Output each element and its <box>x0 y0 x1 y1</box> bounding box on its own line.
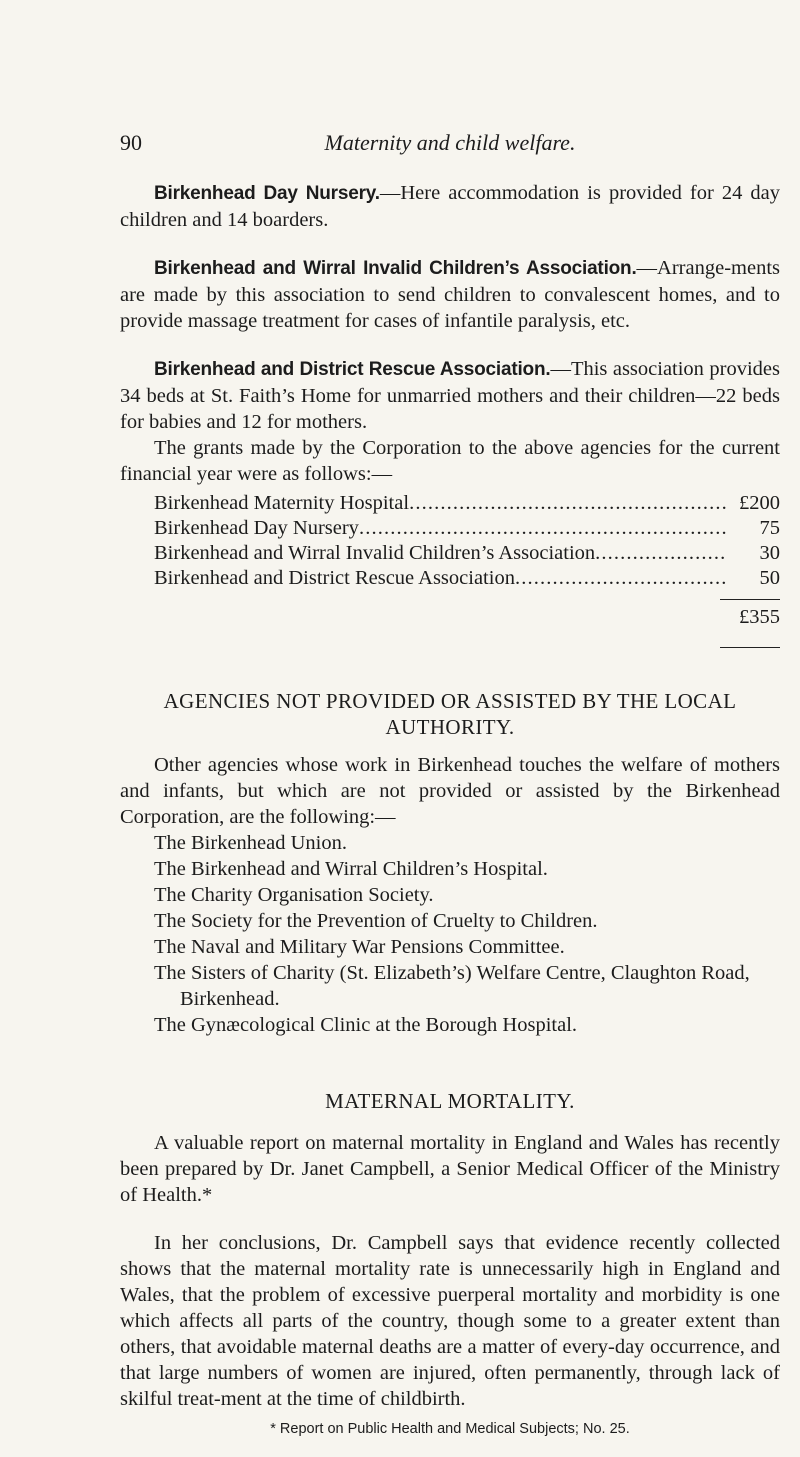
grant-row <box>154 566 780 591</box>
page-body <box>120 180 780 1442</box>
agency-list <box>154 830 780 1038</box>
agencies-heading-line1: AGENCIES NOT PROVIDED OR ASSISTED BY THE LOCAL <box>163 689 737 713</box>
dot-leader <box>595 541 726 566</box>
rescue-text: —This association provides 34 beds at St. Faith’s Home for unmarried mothers and their children—22 beds for babies and 12 for mothers. <box>120 358 780 433</box>
grant-row <box>154 541 780 566</box>
grant-amount: £200 <box>739 492 780 514</box>
invalid-children-text: —Arrange-ments are made by this association to send children to convalescent homes, and to provide massage treatment for cases of infantile paralysis, etc. <box>120 257 780 332</box>
grant-label: Birkenhead and District Rescue Association <box>154 567 515 589</box>
grant-label: Birkenhead Maternity Hospital <box>154 492 410 514</box>
invalid-children-paragraph <box>120 255 780 334</box>
dot-leader <box>359 516 726 541</box>
grant-label: Birkenhead Day Nursery <box>154 517 359 539</box>
grant-amount: 50 <box>759 567 780 589</box>
maternal-heading: MATERNAL MORTALITY. <box>325 1089 575 1113</box>
total-underline <box>720 629 780 648</box>
list-item: The Birkenhead Union. <box>154 832 347 854</box>
footnote: * Report on Public Health and Medical Subjects; No. 25. <box>270 1421 630 1437</box>
day-nursery-text: —Here accommodation is provided for 24 day children and 14 boarders. <box>120 182 780 231</box>
dot-leader <box>409 491 726 516</box>
invalid-children-heading: Birkenhead and Wirral Invalid Children’s Association. <box>154 258 637 279</box>
list-item: The Gynæcological Clinic at the Borough Hospital. <box>154 1014 578 1036</box>
list-item: The Birkenhead and Wirral Children’s Hospital. <box>154 858 548 880</box>
list-item: The Charity Organisation Society. <box>154 884 434 906</box>
grants-total-box <box>720 599 780 648</box>
page-number: 90 <box>120 130 142 155</box>
grant-label: Birkenhead and Wirral Invalid Children’s Association <box>154 542 596 564</box>
list-item: The Society for the Prevention of Cruelty to Children. <box>154 910 598 932</box>
grant-row <box>154 516 780 541</box>
page-header <box>120 130 780 160</box>
rescue-heading: Birkenhead and District Rescue Association. <box>154 359 551 380</box>
agencies-heading-line2: AUTHORITY. <box>385 715 515 739</box>
list-item: The Sisters of Charity (St. Elizabeth’s) Welfare Centre, Claughton Road, Birkenhead. <box>154 962 750 1010</box>
agencies-intro: Other agencies whose work in Birkenhead touches the welfare of mothers and infants, but which are not provided or assisted by the Birkenhead Corporation, are the following:— <box>120 754 780 828</box>
grants-table <box>154 491 780 648</box>
grants-total-wrap <box>154 599 780 648</box>
maternal-paragraph-2: In her conclusions, Dr. Campbell says that evidence recently collected shows that the maternal mortality rate is unnecessarily high in England and Wales, that the problem of excessive puerperal mortality and morbidity is one which affects all parts of the country, though some to a greater extent than others, that avoidable maternal deaths are a matter of every-day occurrence, and that large numbers of women are injured, often permanently, through lack of skilful treat-ment at the time of childbirth. <box>120 1232 780 1410</box>
day-nursery-heading: Birkenhead Day Nursery. <box>154 183 380 204</box>
rescue-paragraph <box>120 356 780 435</box>
running-title: Maternity and child welfare. <box>324 130 576 155</box>
dot-leader <box>515 566 726 591</box>
list-item: The Naval and Military War Pensions Committee. <box>154 936 565 958</box>
grants-total: £355 <box>739 606 780 628</box>
day-nursery-paragraph <box>120 180 780 233</box>
maternal-paragraph-1: A valuable report on maternal mortality in England and Wales has recently been prepared by Dr. Janet Campbell, a Senior Medical Officer of the Ministry of Health.* <box>120 1132 780 1206</box>
grant-amount: 75 <box>759 517 780 539</box>
grants-intro: The grants made by the Corporation to the above agencies for the current financial year were as follows:— <box>120 437 780 485</box>
grant-row <box>154 491 780 516</box>
grant-amount: 30 <box>759 542 780 564</box>
